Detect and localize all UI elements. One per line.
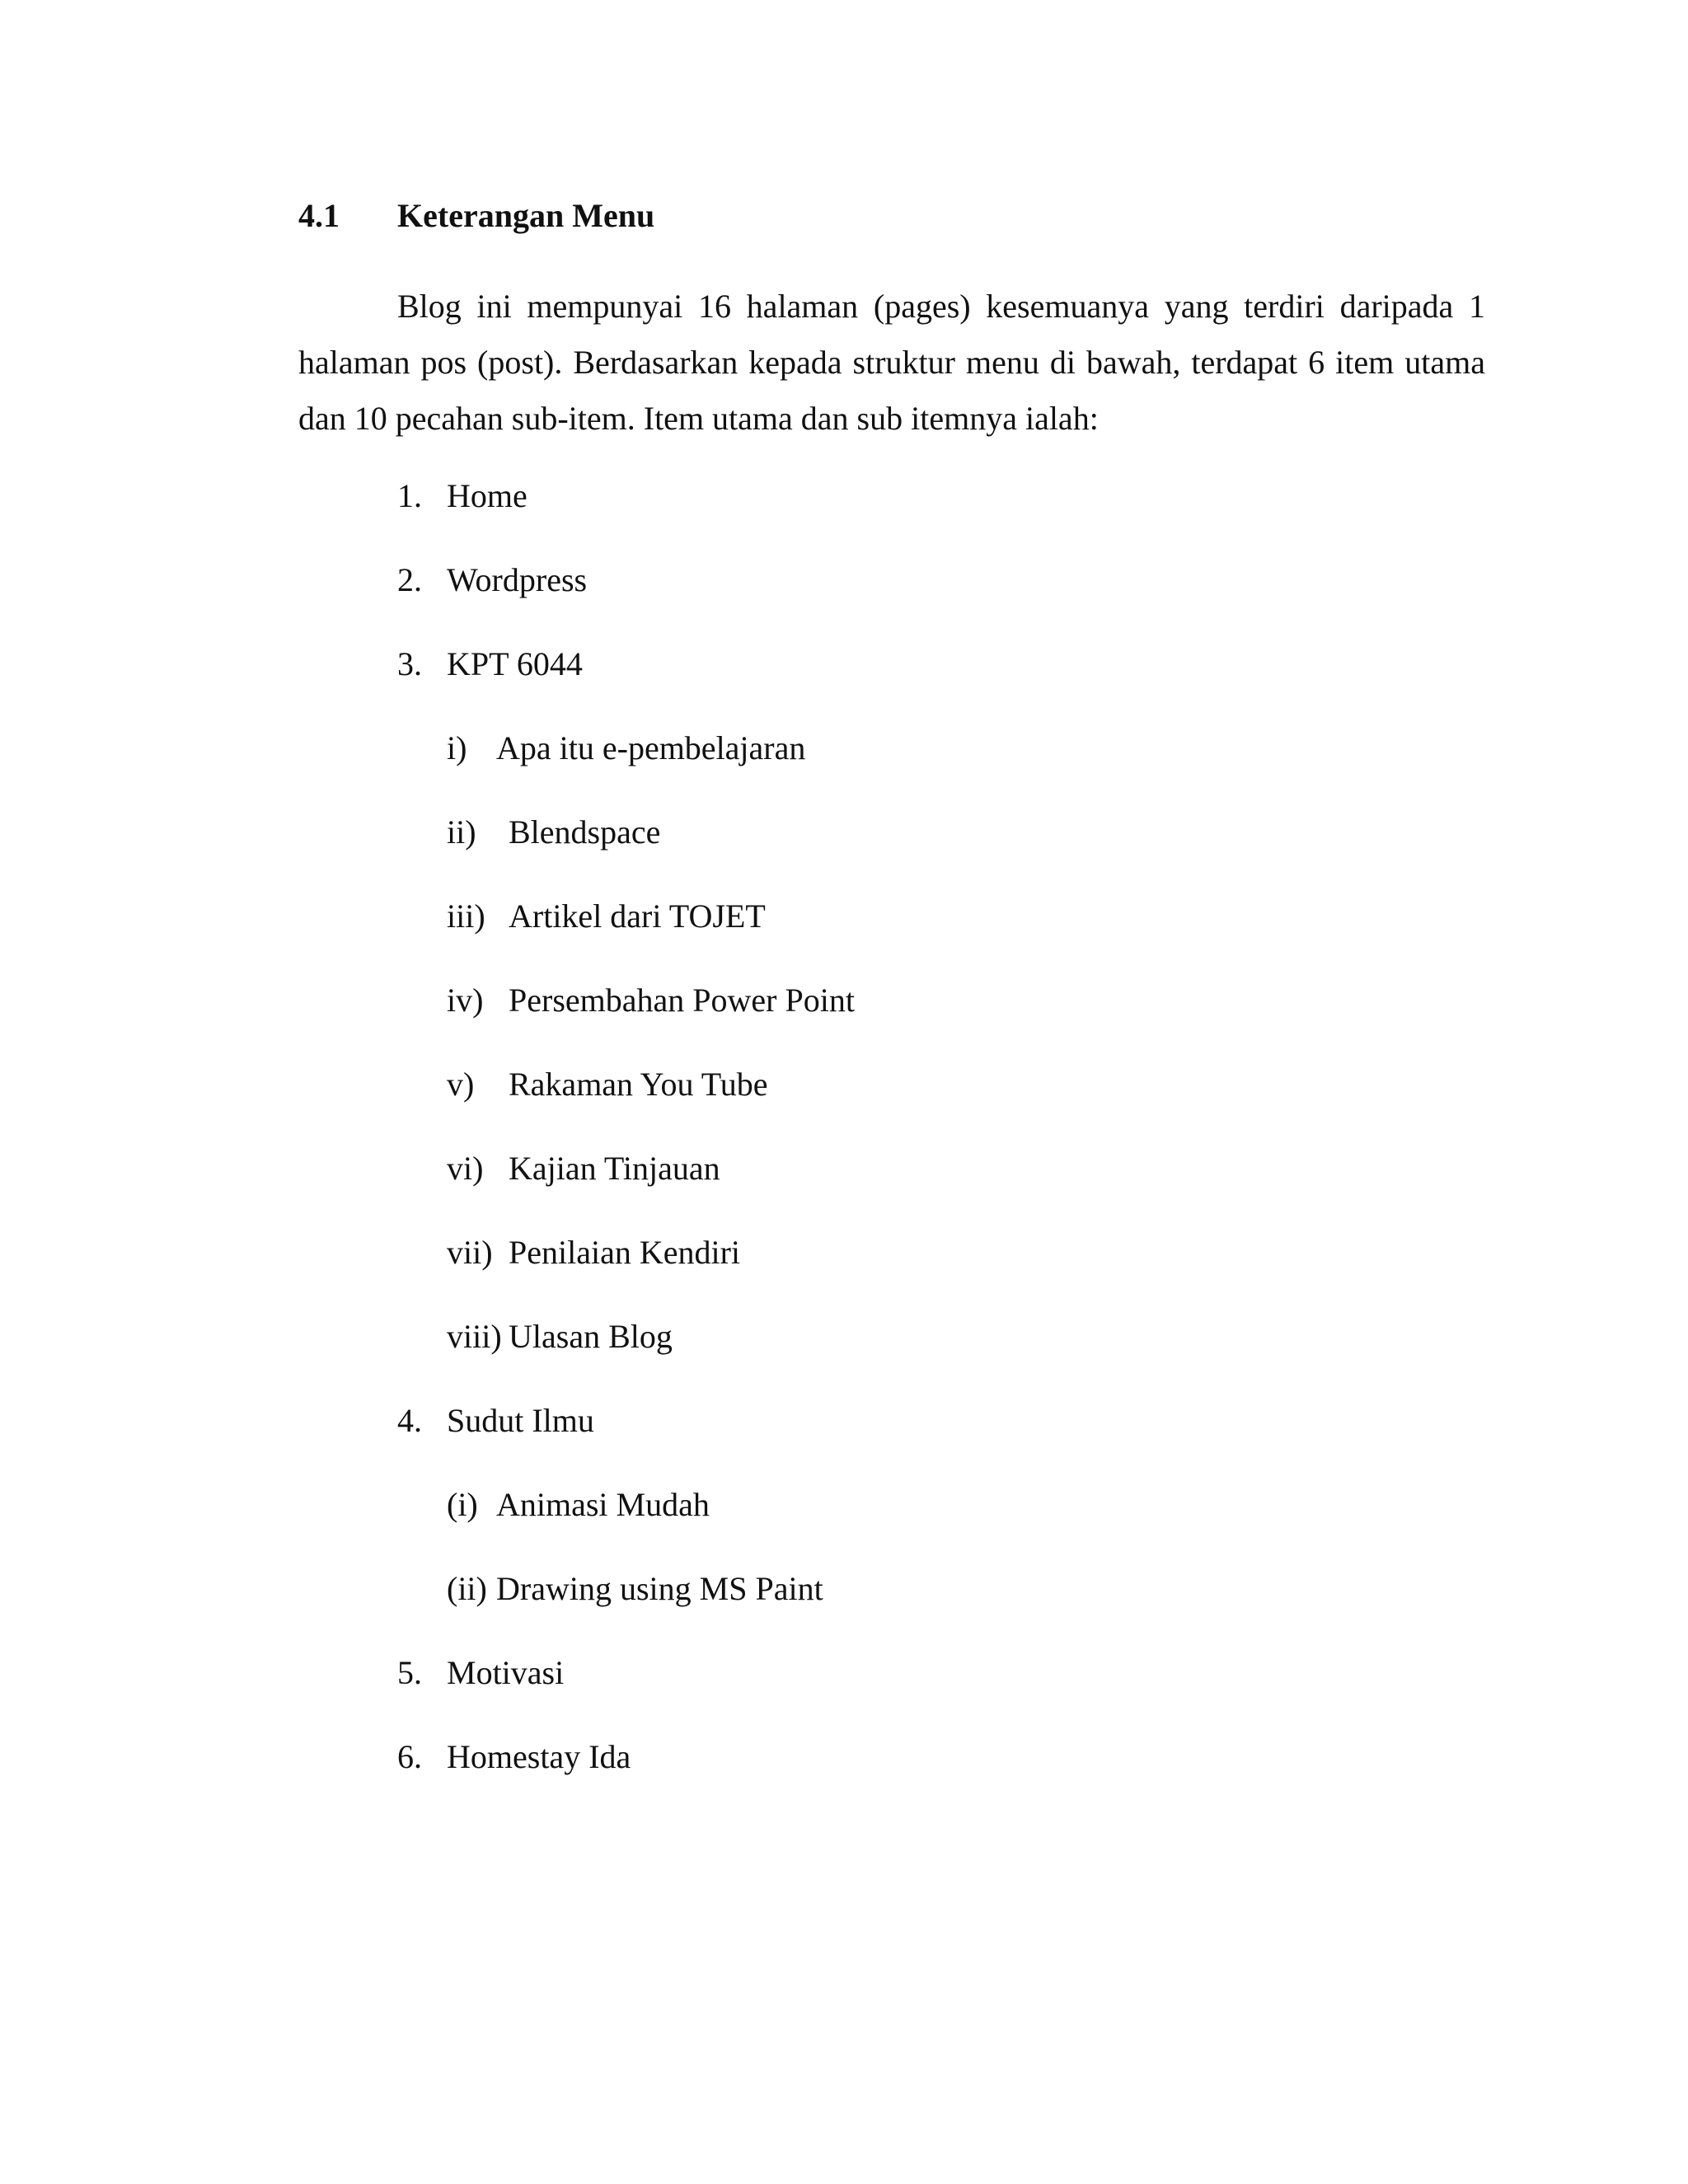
list-label: Artikel dari TOJET [509, 898, 766, 935]
intro-paragraph: Blog ini mempunyai 16 halaman (pages) kesemuanya yang terdiri daripada 1 halaman pos (post). Berdasarkan kepada struktur menu di bawah, terdapat 6 item utama dan 10 pecahan sub-item. Item utama dan sub itemnya ialah: [298, 288, 1485, 437]
menu-item-kpt6044 [397, 644, 583, 684]
list-label: KPT 6044 [447, 645, 583, 682]
sub-item-rakaman-you-tube [447, 1065, 768, 1104]
list-marker: ii) [447, 813, 476, 851]
list-label: Animasi Mudah [496, 1486, 710, 1523]
section-heading [298, 196, 654, 235]
list-marker: (i) [447, 1486, 478, 1523]
sub-item-artikel-dari-tojet [447, 897, 766, 936]
menu-item-motivasi [397, 1653, 564, 1693]
list-label: Motivasi [447, 1654, 565, 1691]
list-marker: (ii) [447, 1570, 487, 1607]
list-marker: iii) [447, 898, 485, 935]
menu-item-wordpress [397, 560, 587, 600]
list-marker: v) [447, 1066, 475, 1103]
section-title: Keterangan Menu [397, 197, 655, 234]
menu-item-home [397, 476, 528, 516]
list-label: Wordpress [447, 561, 588, 598]
section-number: 4.1 [298, 197, 340, 234]
sub-item-animasi-mudah [447, 1485, 710, 1525]
list-marker: 2. [397, 561, 422, 598]
list-label: Homestay Ida [447, 1738, 631, 1775]
list-marker: 1. [397, 477, 422, 514]
list-marker: 6. [397, 1738, 422, 1775]
sub-item-penilaian-kendiri [447, 1233, 740, 1272]
list-marker: iv) [447, 982, 484, 1019]
list-marker: 4. [397, 1402, 422, 1439]
list-label: Sudut Ilmu [447, 1402, 594, 1439]
list-marker: i) [447, 729, 467, 766]
sub-item-kajian-tinjauan [447, 1149, 720, 1188]
sub-item-ulasan-blog [447, 1317, 673, 1357]
sub-item-drawing-using-ms-paint [447, 1569, 823, 1609]
list-marker: viii) [447, 1318, 502, 1355]
list-label: Penilaian Kendiri [509, 1234, 741, 1271]
list-label: Apa itu e-pembelajaran [496, 729, 806, 766]
list-label: Kajian Tinjauan [509, 1150, 720, 1187]
list-marker: vi) [447, 1150, 484, 1187]
list-label: Blendspace [509, 813, 661, 851]
sub-item-persembahan-power-point [447, 981, 855, 1020]
list-label: Rakaman You Tube [509, 1066, 768, 1103]
list-marker: vii) [447, 1234, 493, 1271]
list-label: Ulasan Blog [509, 1318, 673, 1355]
list-label: Drawing using MS Paint [496, 1570, 823, 1607]
list-label: Home [447, 477, 528, 514]
sub-item-apa-itu-e-pembelajaran [447, 729, 805, 768]
menu-item-homestay-ida [397, 1737, 631, 1777]
list-marker: 3. [397, 645, 422, 682]
sub-item-blendspace [447, 813, 660, 852]
list-label: Persembahan Power Point [509, 982, 855, 1019]
list-marker: 5. [397, 1654, 422, 1691]
menu-item-sudut-ilmu [397, 1401, 594, 1441]
